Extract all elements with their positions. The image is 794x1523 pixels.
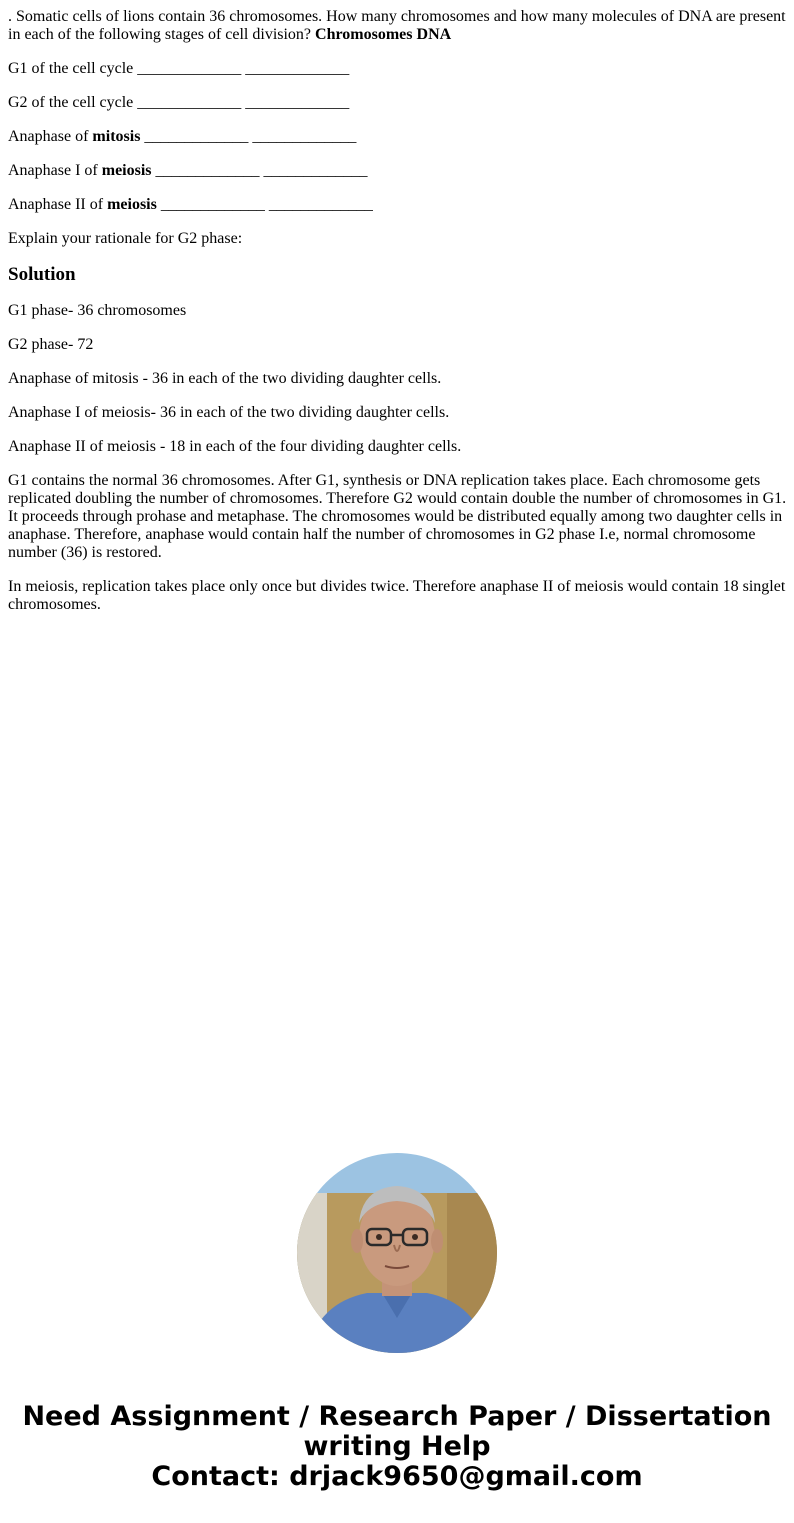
row-label: G2 of the cell cycle — [8, 94, 138, 111]
footer-line-1: Need Assignment / Research Paper / Dissertation — [22, 1401, 772, 1432]
footer-contact: Contact: drjack9650@gmail.com — [151, 1461, 643, 1492]
answer-blanks: _____________ _____________ — [137, 60, 350, 77]
row-label: Anaphase II of — [8, 196, 108, 213]
question-row-g1 — [8, 60, 788, 78]
question-row-g2 — [8, 94, 788, 112]
row-label: Anaphase I of — [8, 162, 102, 179]
author-avatar — [297, 1153, 497, 1353]
solution-line: Anaphase I of meiosis- 36 in each of the two dividing daughter cells. — [8, 404, 450, 421]
answer-blanks: _____________ _____________ — [137, 94, 350, 111]
solution-line: G2 phase- 72 — [8, 336, 94, 353]
question-intro — [8, 8, 788, 44]
footer-line-2: writing Help — [303, 1431, 491, 1462]
answer-blanks: _____________ _____________ — [140, 128, 357, 145]
row-bold: meiosis — [107, 196, 157, 213]
row-label: G1 of the cell cycle — [8, 60, 138, 77]
solution-paragraph: G1 contains the normal 36 chromosomes. After G1, synthesis or DNA replication takes place. Each chromosome gets replicated doubling the number of chromosomes. Therefore G2 would contain double the number of chromosomes in G1. It proceeds through prohase and metaphase. The chromosomes would be distributed equally among two daughter cells in anaphase. Therefore, anaphase would contain half the number of chromosomes in G2 phase I.e, normal chromosome number (36) is restored. — [8, 472, 787, 561]
contact-footer — [0, 1402, 794, 1492]
solution-heading: Solution — [8, 264, 76, 285]
avatar-portrait — [297, 1153, 497, 1353]
solution-line: Anaphase of mitosis - 36 in each of the two dividing daughter cells. — [8, 370, 442, 387]
question-row-anaphase-i-meiosis — [8, 162, 788, 180]
question-row-anaphase-mitosis — [8, 128, 788, 146]
row-label: Anaphase of — [8, 128, 93, 145]
question-columns-header: Chromosomes DNA — [315, 26, 452, 43]
question-intro-text: . Somatic cells of lions contain 36 chromosomes. How many chromosomes and how many molecules of DNA are present in each of the following stages of cell division? — [8, 8, 786, 43]
row-bold: mitosis — [92, 128, 141, 145]
rationale-prompt: Explain your rationale for G2 phase: — [8, 230, 243, 247]
answer-blanks: _____________ _____________ — [156, 196, 373, 213]
question-row-anaphase-ii-meiosis — [8, 196, 788, 214]
solution-paragraph: In meiosis, replication takes place only once but divides twice. Therefore anaphase II of meiosis would contain 18 singlet chromosomes. — [8, 578, 786, 613]
answer-blanks: _____________ _____________ — [151, 162, 368, 179]
document-body — [8, 8, 788, 630]
solution-line: G1 phase- 36 chromosomes — [8, 302, 187, 319]
solution-line: Anaphase II of meiosis - 18 in each of the four dividing daughter cells. — [8, 438, 462, 455]
row-bold: meiosis — [101, 162, 152, 179]
